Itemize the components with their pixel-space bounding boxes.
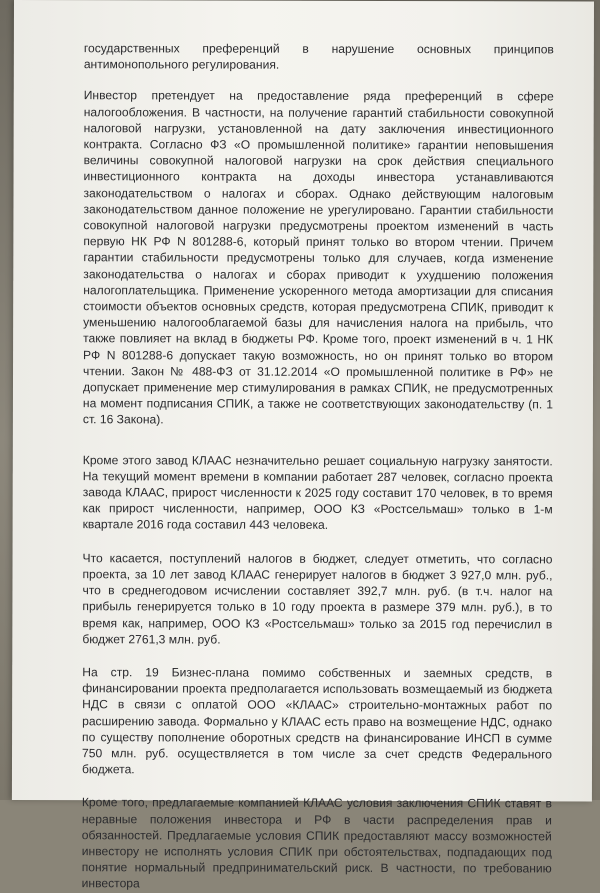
paragraph-intro: государственных преференций в нарушение основных принципов антимонопольного регулирования.: [83, 41, 554, 72]
paragraph-employment: Кроме этого завод КЛААС незначительно решает социальную нагрузку занятости. На текущий момент времени в компании работает 287 человек, согласно проекта завода КЛААС, прирост численности к 2025 году составит 170 человек, в то время как прирост численности, например, ООО КЗ «Ростсельмаш» только в 1-м квартале 2016 года составил 443 человека.: [82, 452, 553, 533]
paragraph-spik-conditions: Кроме того, предлагаемые компанией КЛААС условия заключения СПИК ставят в неравные положения инвестора и РФ в части распределения прав и обязанностей. Предлагаемые условия СПИК предоставляют массу возможностей инвестору не исполнять условия СПИК при обстоятельствах, подпадающих под понятие нормальный предпринимательский риск. В частности, по требованию инвестора: [81, 795, 552, 891]
paper-sheet: [12, 0, 594, 891]
paragraph-tax-revenue: Что касается, поступлений налогов в бюджет, следует отметить, что согласно проекта, за 10 лет завод КЛААС генерирует налогов в бюджет 3 927,0 млн. руб., что в среднегодовом исчислении составляет 392,7 млн. руб. (в т.ч. налог на прибыль генерируется только в 10 году проекта в размере 379 млн. руб.), в то время как, например, ООО КЗ «Ростсельмаш» только за 2015 год перечислил в бюджет 2761,3 млн. руб.: [82, 550, 553, 647]
paragraph-vat-financing: На стр. 19 Бизнес-плана помимо собственных и заемных средств, в финансировании проекта предполагается использовать возмещаемый из бюджета НДС в связи с оплатой ООО «КЛААС» строительно-монтажных работ по расширению завода. Формально у КЛААС есть право на возмещение НДС, однако по существу пополнение оборотных средств на финансирование ИНСП в сумме 750 млн. руб. осуществляется в том числе за счет средств Федерального бюджета.: [81, 665, 553, 777]
paragraph-tax-preferences: Инвестор претендует на предоставление ряда преференций в сфере налогообложения. В частности, на получение гарантий стабильности совокупной налоговой нагрузки, установленной на дату заключения инвестиционного контракта. Согласно ФЗ «О промышленной политике» гарантии неповышения величины совокупной налоговой нагрузки на срок действия специального инвестиционного контракта на доходы инвестора устанавливаются законодательством о налогах и сборах. Однако действующим налоговым законодательством данное положение не урегулировано. Гарантии стабильности совокупной налоговой нагрузки предусмотрены проектом изменений в часть первую НК РФ N 801288-6, который принят только во втором чтении. Причем гарантии стабильности предусмотрены только для случаев, когда изменение законодательства о налогах и сборах приводит к ухудшению положения налогоплательщика. Применение ускоренного метода амортизации для списания стоимости объектов основных средств, которая предусмотрена СПИК, приводит к уменьшению налогооблагаемой базы для начисления налога на прибыль, что также повлияет на вклад в бюджеты РФ. Кроме того, проект изменений в ч. 1 НК РФ N 801288-6 допускает такую возможность, но он принят только во втором чтении. Закон № 488-ФЗ от 31.12.2014 «О промышленной политике в РФ» не допускает применение мер стимулирования в рамках СПИК, не предусмотренных на момент подписания СПИК, а также не соответствующих законодательству (п. 1 ст. 16 Закона).: [82, 88, 554, 427]
document-body: [82, 40, 554, 893]
